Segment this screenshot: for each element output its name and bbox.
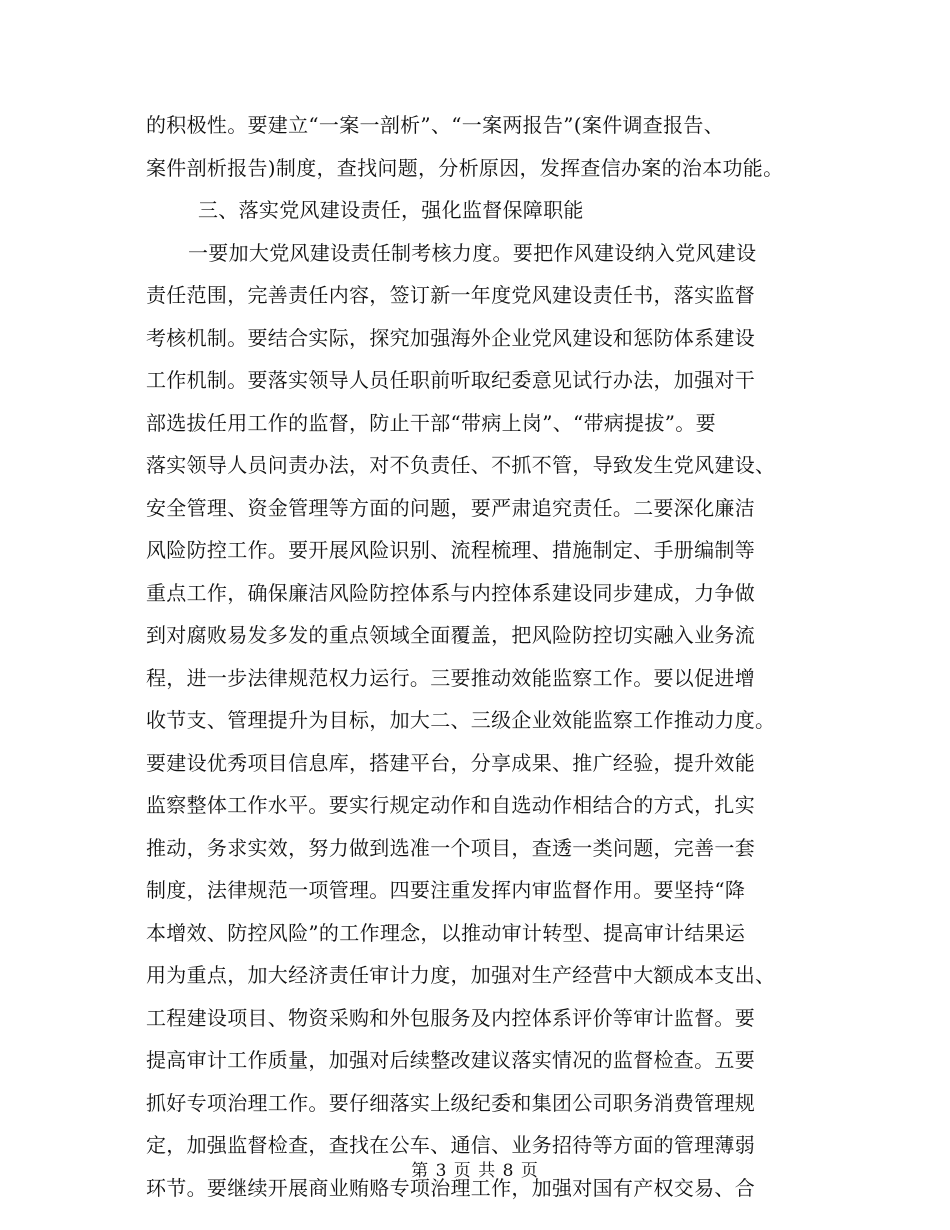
- text-line: 落实领导人员问责办法，对不负责任、不抓不管，导致发生党风建设、: [146, 453, 776, 477]
- document-body: [146, 104, 826, 1209]
- text-line: 的积极性。要建立“一案一剖析”、“一案两报告”(案件调查报告、: [146, 113, 725, 137]
- text-line: 工程建设项目、物资采购和外包服务及内控体系评价等审计监督。要: [146, 1005, 755, 1030]
- text-line: 监察整体工作水平。要实行规定动作和自选动作相结合的方式，扎实: [146, 793, 755, 817]
- text-line: 风险防控工作。要开展风险识别、流程梳理、措施制定、手册编制等: [146, 538, 755, 562]
- text-line: 案件剖析报告)制度，查找问题，分析原因，发挥查信办案的治本功能。: [146, 155, 784, 180]
- text-line: 重点工作，确保廉洁风险防控体系与内控体系建设同步建成，力争做: [146, 580, 755, 605]
- text-line: 制度，法律规范一项管理。四要注重发挥内审监督作用。要坚持“降: [146, 878, 746, 902]
- text-line: 到对腐败易发多发的重点领域全面覆盖，把风险防控切实融入业务流: [146, 623, 755, 647]
- text-line: 收节支、管理提升为目标，加大二、三级企业效能监察工作推动力度。: [146, 708, 776, 732]
- text-line: 定，加强监督检查，查找在公车、通信、业务招待等方面的管理薄弱: [146, 1133, 755, 1157]
- section-heading: 三、落实党风建设责任，强化监督保障职能: [198, 198, 584, 222]
- paragraph-first-line: 一要加大党风建设责任制考核力度。要把作风建设纳入党风建设: [188, 240, 757, 265]
- text-line: 工作机制。要落实领导人员任职前听取纪委意见试行办法，加强对干: [146, 368, 755, 392]
- text-line: 部选拔任用工作的监督，防止干部“带病上岗”、“带病提拔”。要: [146, 410, 716, 435]
- text-line: 本增效、防控风险”的工作理念，以推动审计转型、提高审计结果运: [146, 920, 746, 945]
- text-line: 提高审计工作质量，加强对后续整改建议落实情况的监督检查。五要: [146, 1048, 755, 1072]
- page-number-footer: 第 3 页 共 8 页: [411, 1161, 539, 1181]
- text-line: 推动，务求实效，努力做到选准一个项目，查透一类问题，完善一套: [146, 835, 755, 860]
- text-line: 抓好专项治理工作。要仔细落实上级纪委和集团公司职务消费管理规: [146, 1090, 755, 1115]
- text-line: 安全管理、资金管理等方面的问题，要严肃追究责任。二要深化廉洁: [146, 495, 755, 520]
- text-line: 考核机制。要结合实际，探究加强海外企业党风建设和惩防体系建设: [146, 325, 755, 350]
- text-line: 程，进一步法律规范权力运行。三要推动效能监察工作。要以促进增: [146, 665, 755, 690]
- text-line: 要建设优秀项目信息库，搭建平台，分享成果、推广经验，提升效能: [146, 750, 755, 775]
- text-line: 环节。要继续开展商业贿赂专项治理工作，加强对国有产权交易、合: [146, 1175, 755, 1200]
- text-line: 责任范围，完善责任内容，签订新一年度党风建设责任书，落实监督: [146, 283, 755, 307]
- text-line: 用为重点，加大经济责任审计力度，加强对生产经营中大额成本支出、: [146, 963, 776, 987]
